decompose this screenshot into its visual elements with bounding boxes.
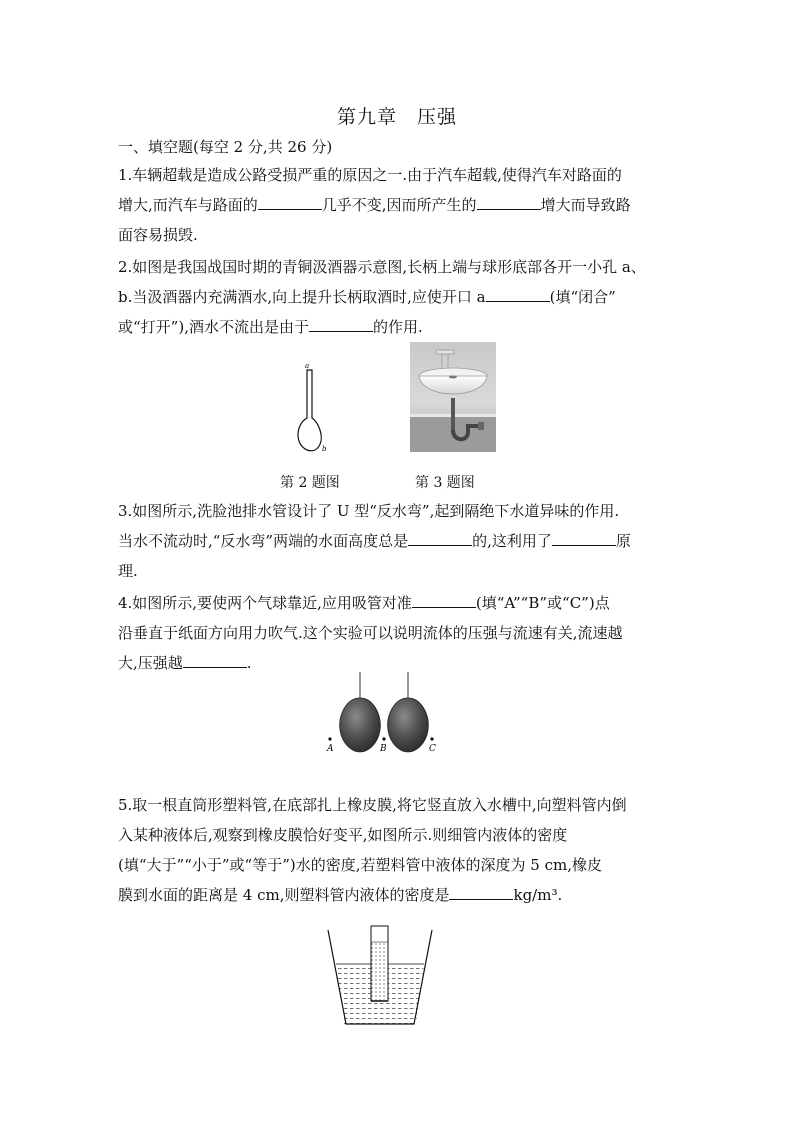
- answer-blank[interactable]: [449, 884, 513, 900]
- q1-text: 几乎不变,因而所产生的: [321, 196, 477, 214]
- q1-text: 增大,而汽车与路面的: [118, 196, 258, 214]
- page-title: 第九章 压强: [336, 106, 457, 128]
- q5-text: 膜到水面的距离是 4 cm,则塑料管内液体的密度是: [118, 886, 450, 904]
- balloon-right: [388, 698, 429, 752]
- answer-blank[interactable]: [477, 194, 541, 210]
- q2-text: b.当汲酒器内充满酒水,向上提升长柄取酒时,应使开口 a: [118, 288, 486, 306]
- q4-text: .: [246, 654, 252, 672]
- q3-text: 的,这利用了: [472, 532, 552, 550]
- q4-line-2: 沿垂直于纸面方向用力吹气.这个实验可以说明流体的压强与流速有关,流速越: [118, 624, 623, 642]
- q4-line-3: [118, 652, 252, 674]
- q5-line-4: [118, 884, 562, 906]
- point-b-label: B: [380, 744, 387, 754]
- point-b-dot: [382, 737, 385, 740]
- answer-blank[interactable]: [258, 194, 322, 210]
- q4-line-1: [118, 592, 610, 614]
- q2-text: 或“打开”),酒水不流出是由于: [118, 318, 309, 336]
- balloons-figure: [322, 672, 442, 764]
- q3-line-3: 理.: [118, 562, 138, 580]
- q5-line-2: 入某种液体后,观察到橡皮膜恰好变平,如图所示.则细管内液体的密度: [118, 826, 568, 844]
- fig2-caption: 第 2 题图: [280, 475, 340, 491]
- balloon-left: [340, 698, 381, 752]
- answer-blank[interactable]: [412, 592, 476, 608]
- section-heading: 一、填空题(每空 2 分,共 26 分): [118, 138, 333, 156]
- q2-line-1: 2.如图是我国战国时期的青铜汲酒器示意图,长柄上端与球形底部各开一小孔 a、: [118, 258, 646, 276]
- answer-blank[interactable]: [486, 286, 550, 302]
- point-a-label: A: [327, 744, 334, 754]
- fig3-caption: 第 3 题图: [415, 475, 475, 491]
- q2-text: (填“闭合”: [549, 288, 616, 306]
- q4-text: (填“A”“B”或“C”)点: [475, 594, 610, 612]
- answer-blank[interactable]: [408, 530, 472, 546]
- point-c-label: C: [429, 744, 436, 754]
- water-tank-figure: [326, 926, 436, 1028]
- q4-text: 4.如图所示,要使两个气球靠近,应用吸管对准: [118, 594, 412, 612]
- answer-blank[interactable]: [309, 316, 373, 332]
- q3-line-2: [118, 530, 631, 552]
- wine-dipper-figure: [290, 362, 340, 454]
- q1-line-3: 面容易损毁.: [118, 226, 198, 244]
- sink-photo: [410, 342, 496, 452]
- label-b: b: [322, 445, 327, 453]
- q2-line-3: [118, 316, 423, 338]
- q1-line-1: 1.车辆超载是造成公路受损严重的原因之一.由于汽车超载,使得汽车对路面的: [118, 166, 622, 184]
- q2-line-2: [118, 286, 616, 308]
- label-a: a: [305, 362, 310, 370]
- q3-line-1: 3.如图所示,洗脸池排水管设计了 U 型“反水弯”,起到隔绝下水道异味的作用.: [118, 502, 620, 520]
- tube-liquid: [372, 942, 388, 1001]
- q4-text: 大,压强越: [118, 654, 183, 672]
- q5-line-1: 5.取一根直筒形塑料管,在底部扎上橡皮膜,将它竖直放入水槽中,向塑料管内倒: [118, 796, 627, 814]
- q5-line-3: (填“大于”“小于”或“等于”)水的密度,若塑料管中液体的深度为 5 cm,橡皮: [118, 856, 602, 874]
- answer-blank[interactable]: [552, 530, 616, 546]
- q1-text: 增大而导致路: [540, 196, 631, 214]
- answer-blank[interactable]: [183, 652, 247, 668]
- q1-line-2: [118, 194, 631, 216]
- point-a-dot: [328, 737, 331, 740]
- point-c-dot: [430, 737, 433, 740]
- q2-text: 的作用.: [372, 318, 423, 336]
- q3-text: 原: [615, 532, 631, 550]
- q5-text: kg/m³.: [513, 886, 563, 904]
- q3-text: 当水不流动时,“反水弯”两端的水面高度总是: [118, 532, 409, 550]
